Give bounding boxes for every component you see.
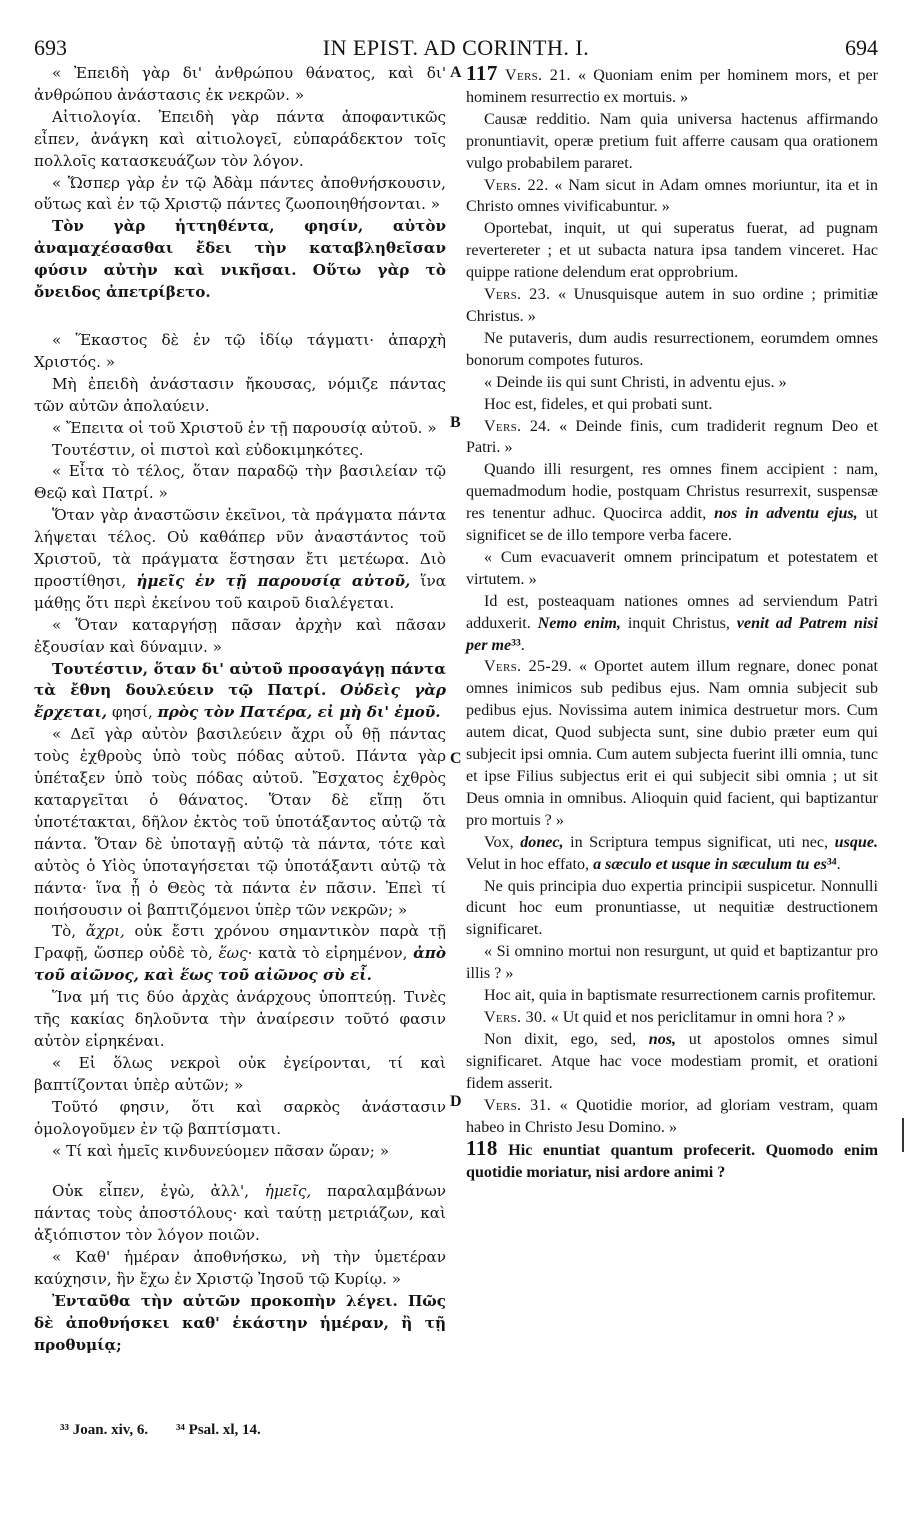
text-run: φησί, xyxy=(111,703,153,722)
greek-paragraph: Μὴ ἐπειδὴ ἀνάστασιν ἤκουσας, νόμιζε πάντας τῶν αὐτῶν ἀπολαύειν. xyxy=(34,374,446,415)
margin-letter-d: D xyxy=(450,1093,462,1110)
italic-quote: ἡμεῖς ἐν τῇ παρουσίᾳ αὐτοῦ, xyxy=(136,571,411,590)
footnotes xyxy=(60,1422,460,1439)
text-run: inquit Christus, xyxy=(627,614,730,632)
latin-paragraph: Ne quis principia duo expertia principii suspicetur. Nonnulli dicunt hoc eum pronuntiasse, ut nequitiæ destructionem significaret. xyxy=(466,877,878,939)
footnote: ³³ Joan. xiv, 6. xyxy=(60,1422,149,1438)
latin-paragraph xyxy=(466,1138,878,1184)
footnote: ³⁴ Psal. xl, 14. xyxy=(175,1422,261,1438)
verse-label: Vers. 31. xyxy=(484,1096,552,1114)
text-run: Ὅταν γὰρ ἀναστῶσιν ἐκεῖνοι, τὰ πράγματα πάντα λήψεται τέλος. Οὐ καθάπερ νῦν ἀναστάντος τοῦ Χριστοῦ, τὰ πράγματα ἕστησαν ἔτι μετέωρα. Διὸ προστίθησι, xyxy=(34,506,446,590)
latin-column xyxy=(466,63,878,1184)
greek-paragraph: Τουτέστιν, οἱ πιστοὶ καὶ εὐδοκιμηκότες. xyxy=(52,440,364,459)
text-run: « Unusquisque autem in suo ordine ; primitiæ Christus. » xyxy=(466,286,878,325)
greek-paragraph: « Τί καὶ ἡμεῖς κινδυνεύομεν πᾶσαν ὥραν; » xyxy=(52,1141,389,1160)
latin-paragraph xyxy=(466,63,878,109)
spacer xyxy=(34,304,446,330)
latin-paragraph xyxy=(466,284,878,328)
text-run: « Nam sicut in Adam omnes moriuntur, ita et in Christo omnes vivificabuntur. » xyxy=(466,176,878,216)
greek-paragraph: « Εἶτα τὸ τέλος, ὅταν παραδῷ τὴν βασιλείαν τῷ Θεῷ καὶ Πατρί. » xyxy=(34,462,446,503)
verse-label: Vers. 21. xyxy=(505,67,571,84)
greek-paragraph: « Ἔπειτα οἱ τοῦ Χριστοῦ ἐν τῇ παρουσίᾳ αὐτοῦ. » xyxy=(52,418,437,437)
greek-paragraph: « Ἐπειδὴ γὰρ δι' ἀνθρώπου θάνατος, καὶ δι' ἀνθρώπου ἀνάστασις ἐκ νεκρῶν. » xyxy=(34,64,446,104)
latin-paragraph: Oportebat, inquit, ut qui superatus fuerat, ad pugnam revertereter ; et ut subacta natura ipsa tandem vinceret. Hac quippe ratione delendum erat opprobrium. xyxy=(466,220,878,282)
text-run: Non dixit, ego, sed, xyxy=(484,1030,637,1048)
text-run: Id est, posteaquam nationes omnes ad serviendum Patri adduxerit. xyxy=(466,592,878,632)
running-title: IN EPIST. AD CORINTH. I. xyxy=(322,35,590,60)
text-run: Τουτέστιν, ὅταν δι' αὐτοῦ προσαγάγῃ πάντα τὰ ἔθνη δουλεύειν τῷ Πατρί. xyxy=(34,659,446,700)
binding-mark xyxy=(902,1118,904,1152)
section-number: 118 xyxy=(466,1136,498,1161)
text-run: in Scriptura tempus significat, uti nec, xyxy=(570,833,829,851)
left-page-number: 693 xyxy=(34,35,67,60)
text-run: ut apostolos omnes simul significaret. Atque hac voce modestiam promit, et orationi fidem asserit. xyxy=(466,1030,878,1092)
text-run: οὐκ ἔστι χρόνου σημαντικὸν παρὰ τῇ Γραφῇ, ὥσπερ οὐδὲ τὸ, xyxy=(34,922,447,963)
margin-letter-b: B xyxy=(450,414,461,431)
latin-paragraph: Hoc est, fideles, et qui probati sunt. xyxy=(484,395,713,413)
italic-word: ἄχρι, xyxy=(85,922,125,941)
latin-paragraph xyxy=(466,1095,878,1139)
latin-paragraph: « Si omnino mortui non resurgunt, ut quid et baptizantur pro illis ? » xyxy=(466,943,878,983)
text-run: « Deinde finis, cum tradiderit regnum Deo et Patri. » xyxy=(466,417,878,457)
latin-paragraph xyxy=(466,416,878,460)
greek-paragraph: Αἰτιολογία. Ἐπειδὴ γὰρ πάντα ἀποφαντικῶς εἶπεν, ἀνάγκη καὶ αἰτιολογεῖ, εὐπαράδεκτον τοῖς πολλοῖς κατασκευάζων τὸν λόγον. xyxy=(34,107,446,170)
greek-paragraph: Τὸν γὰρ ἡττηθέντα, φησίν, αὐτὸν ἀναμαχέσασθαι ἔδει τὴν καταβληθεῖσαν φύσιν αὐτὴν καὶ νικῆσαι. Οὕτω γὰρ τὸ ὄνειδος ἀπετρίβετο. xyxy=(34,217,446,302)
latin-paragraph: Hoc ait, quia in baptismate resurrectionem carnis profitemur. xyxy=(484,987,876,1005)
margin-letter-c: C xyxy=(450,750,462,767)
margin-letter-a: A xyxy=(450,64,462,81)
greek-paragraph: « Δεῖ γὰρ αὐτὸν βασιλεύειν ἄχρι οὗ θῇ πάντας τοὺς ἐχθροὺς ὑπὸ τοὺς πόδας αὐτοῦ. Πάντα γὰρ ὑπέταξεν ὑπὸ τοὺς πόδας αὐτοῦ. Ἔσχατος ἐχθρὸς καταργεῖται ὁ θάνατος. Ὅταν δὲ εἴπῃ ὅτι ὑποτέτακται, δῆλον ἐκτὸς τοῦ ὑποτάξαντος αὐτῷ τὰ πάντα. Ὅταν δὲ ὑποταγῇ αὐτῷ τὰ πάντα, τότε καὶ αὐτὸς ὁ Υἱὸς ὑποταγήσεται τῷ ὑποτάξαντι αὐτῷ τὰ πάντα· ἵνα ᾖ ὁ Θεὸς τὰ πάντα ἐν πᾶσιν. Ἐπεὶ τί ποιήσουσιν οἱ βαπτιζόμενοι ὑπὲρ τῶν νεκρῶν; » xyxy=(34,725,446,919)
greek-paragraph: Τοῦτό φησιν, ὅτι καὶ σαρκὸς ἀνάστασιν ὁμολογοῦμεν ἐν τῷ βαπτίσματι. xyxy=(34,1097,446,1138)
latin-paragraph xyxy=(466,656,878,831)
greek-paragraph xyxy=(34,659,446,725)
italic-word: donec, xyxy=(520,833,564,851)
spacer xyxy=(34,1162,446,1181)
latin-paragraph: Vox, donec, in Scriptura tempus significat, uti nec, usque. Velut in hoc effato, a sæculo et usque in sæculum tu es³⁴. xyxy=(466,833,879,873)
latin-paragraph: Id est, posteaquam nationes omnes ad serviendum Patri adduxerit. Nemo enim, inquit Christus, venit ad Patrem nisi per me³³. xyxy=(466,592,879,654)
greek-paragraph: « Ὅταν καταργήσῃ πᾶσαν ἀρχὴν καὶ πᾶσαν ἐξουσίαν καὶ δύναμιν. » xyxy=(34,615,446,656)
verse-label: Vers. 25-29. xyxy=(484,658,572,676)
italic-word: ἡμεῖς, xyxy=(264,1182,312,1201)
text-run: ἵνα μάθῃς ὅτι περὶ ἐκείνου τοῦ καιροῦ διαλέγεται. xyxy=(34,571,446,612)
italic-quote: Nemo enim, xyxy=(537,614,621,632)
text-run: Τὸ, xyxy=(52,922,77,941)
text-run: κατὰ τὸ εἰρημένον, xyxy=(258,944,408,963)
verse-label: Vers. 30. xyxy=(484,1008,547,1026)
latin-paragraph: « Deinde iis qui sunt Christi, in adventu ejus. » xyxy=(484,373,787,391)
footnote-marker: ³⁴ xyxy=(826,855,837,873)
latin-paragraph: « Cum evacuaverit omnem principatum et potestatem et virtutem. » xyxy=(466,548,878,588)
greek-paragraph: « Ἕκαστος δὲ ἐν τῷ ἰδίῳ τάγματι· ἀπαρχὴ Χριστός. » xyxy=(34,330,446,371)
latin-paragraph xyxy=(466,1029,878,1095)
latin-paragraph xyxy=(466,459,878,547)
text-run: Quando illi resurgent, res omnes finem accipient : nam, quemadmodum hodie, postquam Christus resurrexit, suspensæ res tenentur adhuc. Quocirca addit, xyxy=(466,461,878,523)
italic-word: ἕως· xyxy=(218,944,253,963)
text-run: « Oportet autem illum regnare, donec ponat omnes inimicos sub pedibus ejus. Nam omnia subjecit sub pedibus ejus. Novissima autem inimica destruetur mors. Cum autem dicat, Quod subjecta sunt, sine dubio præter eum qui subjecit ipsi omnia. Cum autem subjecta fuerint illi omnia, tunc et ipse Filius subjectus erit ei qui subjecit sibi omnia ; ut sit Deus omnia in omnibus. Alioquin quid facient, qui baptizantur pro mortuis ? » xyxy=(466,658,878,829)
greek-column xyxy=(34,63,446,1357)
footnote-marker: ³³ xyxy=(511,636,521,654)
italic-quote: Οὐδεὶς γὰρ ἔρχεται, xyxy=(34,681,447,722)
italic-quote: a sæculo et usque in sæculum tu es xyxy=(593,855,827,873)
latin-paragraph xyxy=(466,175,878,219)
greek-paragraph: « Καθ' ἡμέραν ἀποθνήσκω, νὴ τὴν ὑμετέραν καύχησιν, ἣν ἔχω ἐν Χριστῷ Ἰησοῦ τῷ Κυρίῳ. » xyxy=(34,1248,446,1289)
italic-word: nos, xyxy=(648,1030,677,1048)
latin-paragraph: Ne putaveris, dum audis resurrectionem, eorumdem omnes bonorum compotes futuros. xyxy=(466,329,878,369)
greek-paragraph xyxy=(34,505,446,615)
right-page-number: 694 xyxy=(845,35,878,60)
text-run: « Ut quid et nos periclitamur in omni hora ? » xyxy=(550,1008,846,1026)
greek-paragraph: « Εἰ ὅλως νεκροὶ οὐκ ἐγείρονται, τί καὶ βαπτίζονται ὑπὲρ αὐτῶν; » xyxy=(34,1053,446,1094)
latin-paragraph: Causæ redditio. Nam quia universa hactenus affirmando pronuntiavit, operæ pretium fuit afferre causam qua orationem vulgo probabilem pararet. xyxy=(466,110,878,172)
italic-quote: nos in adventu ejus, xyxy=(714,505,858,523)
italic-word: usque. xyxy=(834,833,879,851)
greek-paragraph xyxy=(34,1181,446,1247)
italic-quote: πρὸς τὸν Πατέρα, εἰ μὴ δι' ἐμοῦ. xyxy=(157,703,441,722)
verse-label: Vers. 24. xyxy=(484,417,551,435)
text-run: Vox, xyxy=(484,833,514,851)
text-run: « Quotidie morior, ad gloriam vestram, quam habeo in Christo Jesu Domino. » xyxy=(466,1096,878,1136)
verse-label: Vers. 23. xyxy=(484,286,551,304)
italic-quote: venit ad Patrem nisi per me xyxy=(466,614,879,654)
italic-quote: ἀπὸ τοῦ αἰῶνος, καὶ ἕως τοῦ αἰῶνος σὺ εἶ. xyxy=(34,944,447,985)
text-run: Hic enuntiat quantum profecerit. Quomodo enim quotidie moriatur, nisi ardore animi ? xyxy=(466,1142,878,1182)
text-run: Velut in hoc effato, xyxy=(466,855,590,873)
greek-paragraph xyxy=(34,921,446,987)
section-number: 117 xyxy=(466,61,498,85)
greek-paragraph: Ἐνταῦθα τὴν αὐτῶν προκοπὴν λέγει. Πῶς δὲ ἀποθνήσκει καθ' ἑκάστην ἡμέραν, ἢ τῇ προθυμίᾳ; xyxy=(34,1291,446,1354)
text-run: παραλαμβάνων πάντας τοὺς ἀποστόλους· καὶ ταύτῃ μετριάζων, καὶ ἀξιόπιστον τὸν λόγον ποιῶν. xyxy=(34,1182,447,1245)
latin-paragraph xyxy=(466,1007,878,1029)
running-header xyxy=(34,35,878,61)
greek-paragraph: « Ὥσπερ γὰρ ἐν τῷ Ἀδὰμ πάντες ἀποθνήσκουσιν, οὕτως καὶ ἐν τῷ Χριστῷ πάντες ζωοποιηθήσονται. » xyxy=(34,173,446,214)
greek-paragraph: Ἵνα μή τις δύο ἀρχὰς ἀνάρχους ὑποπτεύῃ. Τινὲς τῆς κακίας δηλοῦντα τὴν ἀναίρεσιν τοῦτό φασιν αὐτὸν εἰρηκέναι. xyxy=(34,988,446,1050)
verse-label: Vers. 22. xyxy=(484,176,549,194)
text-run: Οὐκ εἶπεν, ἐγὼ, ἀλλ', xyxy=(52,1182,250,1201)
text-run: ut significet se de illo tempore verba facere. xyxy=(466,505,879,545)
text-run: « Quoniam enim per hominem mors, et per hominem resurrectio ex mortuis. » xyxy=(466,67,878,106)
